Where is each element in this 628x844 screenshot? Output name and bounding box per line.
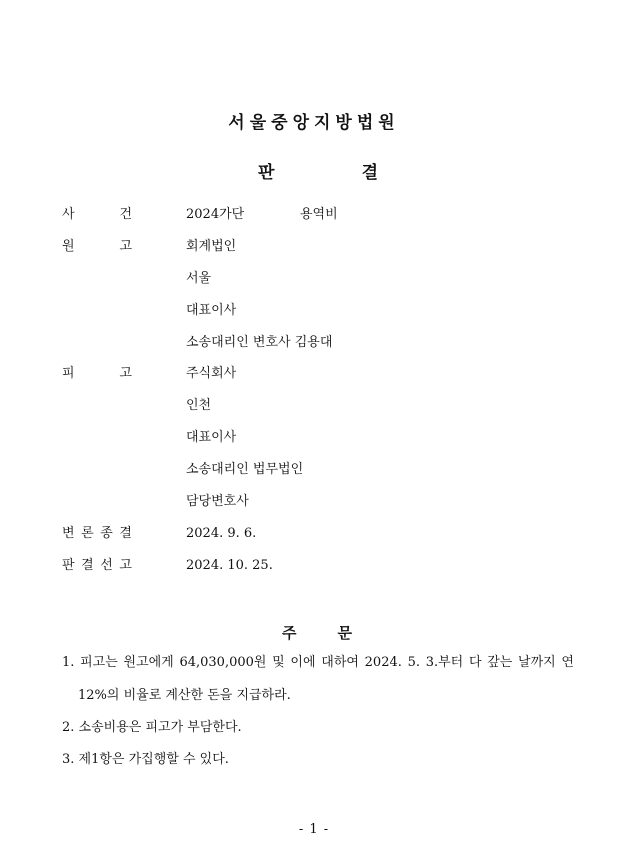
closing-label (62, 526, 132, 542)
case-label-char: 건 (119, 207, 132, 222)
verdict-label-char: 선 (100, 558, 113, 573)
verdict-label-char: 판 (62, 558, 75, 573)
plaintiff-label (62, 239, 132, 255)
case-label (62, 207, 132, 223)
order-item-1: 1. 피고는 원고에게 64,030,000원 및 이에 대하여 2024. 5. 3.부터 다 갚는 날까지 연 (62, 655, 574, 670)
defendant-label (62, 366, 132, 382)
plaintiff-representative: 대표이사 (186, 303, 237, 318)
closing-label-char: 결 (119, 526, 132, 541)
case-name: 용역비 (300, 207, 338, 222)
document-title (258, 158, 378, 183)
defendant-representative: 대표이사 (186, 430, 237, 445)
verdict-label-char: 결 (81, 558, 94, 573)
page-number: - 1 - (298, 822, 330, 837)
order-item-1-continued: 12%의 비율로 계산한 돈을 지급하라. (78, 688, 291, 703)
plaintiff-counsel: 소송대리인 변호사 김용대 (186, 335, 333, 350)
order-item-3: 3. 제1항은 가집행할 수 있다. (62, 752, 229, 767)
order-item-2: 2. 소송비용은 피고가 부담한다. (62, 720, 242, 735)
plaintiff-name: 회계법인 (186, 239, 237, 254)
closing-date: 2024. 9. 6. (186, 526, 257, 541)
plaintiff-label-char: 고 (119, 239, 132, 254)
order-title-char: 문 (337, 624, 352, 642)
court-name: 서울중앙지방법원 (228, 113, 400, 133)
verdict-label-char: 고 (119, 558, 132, 573)
defendant-name: 주식회사 (186, 366, 237, 381)
case-number: 2024가단 (186, 207, 245, 222)
verdict-label (62, 558, 132, 574)
document-title-char: 결 (361, 163, 378, 183)
verdict-date: 2024. 10. 25. (186, 558, 273, 573)
case-label-char: 사 (62, 207, 75, 222)
order-title (282, 622, 352, 642)
plaintiff-address: 서울 (186, 271, 212, 286)
defendant-attorney: 담당변호사 (186, 494, 249, 509)
closing-label-char: 종 (100, 526, 113, 541)
document-title-char: 판 (258, 163, 275, 183)
defendant-label-char: 피 (62, 366, 75, 381)
plaintiff-label-char: 원 (62, 239, 75, 254)
defendant-address: 인천 (186, 398, 212, 413)
order-title-char: 주 (282, 624, 297, 642)
defendant-counsel: 소송대리인 법무법인 (186, 462, 304, 477)
closing-label-char: 론 (81, 526, 94, 541)
defendant-label-char: 고 (119, 366, 132, 381)
closing-label-char: 변 (62, 526, 75, 541)
